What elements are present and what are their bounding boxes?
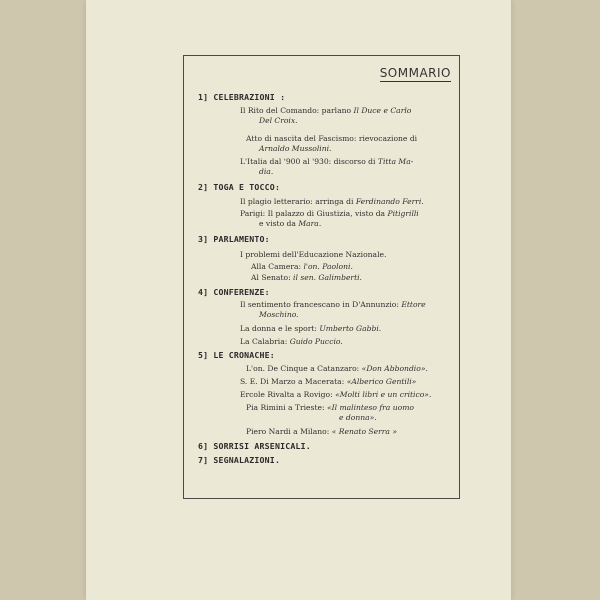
entry-rito-comando-cont: Del Croix. (259, 116, 298, 125)
section-7-heading: 7] SEGNALAZIONI. (198, 455, 281, 465)
entry-di-marzo: S. E. Di Marzo a Macerata: «Alberico Gentili» (240, 377, 417, 386)
entry-calabria: La Calabria: Guido Puccio. (240, 337, 343, 346)
section-5-heading: 5] LE CRONACHE: (198, 350, 275, 360)
entry-de-cinque: L'on. De Cinque a Catanzaro: «Don Abbondio». (246, 364, 428, 373)
entry-atto-nascita-cont: Arnaldo Mussolini. (259, 144, 332, 153)
entry-atto-nascita: Atto di nascita del Fascismo: rievocazione di (246, 134, 418, 143)
section-6-heading: 6] SORRISI ARSENICALI. (198, 441, 311, 451)
entry-francescano-cont: Moschino. (259, 310, 299, 319)
entry-rito-comando: Il Rito del Comando: parlano Il Duce e Carlo (240, 106, 412, 115)
entry-rimini-cont: e donna». (339, 413, 377, 422)
entry-camera: Alla Camera: l'on. Paoloni. (251, 262, 353, 271)
section-1-heading: 1] CELEBRAZIONI : (198, 92, 286, 102)
entry-rivalta: Ercole Rivalta a Rovigo: «Molti libri e un critico». (240, 390, 432, 399)
entry-educazione: I problemi dell'Educazione Nazionale. (240, 250, 387, 259)
section-3-heading: 3] PARLAMENTO: (198, 234, 270, 244)
section-4-heading: 4] CONFERENZE: (198, 287, 270, 297)
entry-francescano: Il sentimento francescano in D'Annunzio: Ettore (240, 300, 426, 309)
contents-frame (183, 55, 460, 499)
entry-rimini: Pia Rimini a Trieste: «Il malinteso fra uomo (246, 403, 414, 412)
entry-parigi-cont: e visto da Mara. (259, 219, 322, 228)
entry-italia-900: L'Italia dal '900 al '930: discorso di Titta Ma- (240, 157, 414, 166)
entry-plagio: Il plagio letterario: arringa di Ferdinando Ferri. (240, 197, 424, 206)
section-2-heading: 2] TOGA E TOCCO: (198, 182, 281, 192)
entry-senato: Al Senato: il sen. Galimberti. (251, 273, 362, 282)
entry-nardi: Piero Nardi a Milano: « Renato Serra » (246, 427, 397, 436)
entry-italia-900-cont: dia. (259, 167, 274, 176)
page-title: SOMMARIO (379, 66, 451, 80)
entry-donna-sport: La donna e le sport: Umberto Gabbi. (240, 324, 382, 333)
entry-parigi: Parigi: Il palazzo di Giustizia, visto da Pitigrilli (240, 209, 419, 218)
